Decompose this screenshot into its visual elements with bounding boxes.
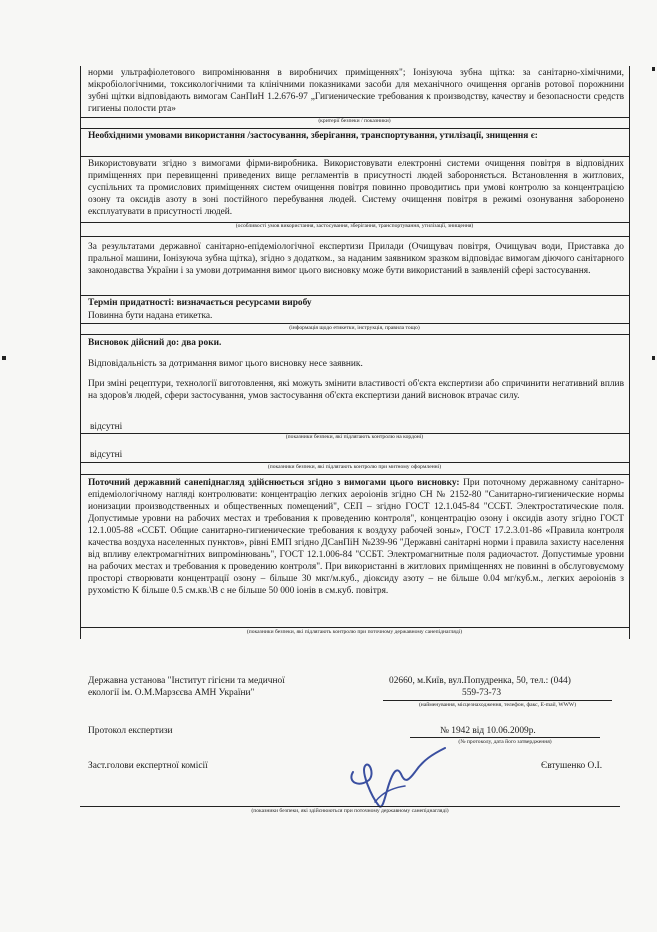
divider-8 [80,334,629,335]
address-line-1: 02660, м.Київ, вул.Попудренка, 50, тел.: (044) [389,676,571,686]
label-info-caption: (інформація щодо етикетки, інструкція, правила тощо) [289,325,420,331]
address-line-2: 559-73-73 [462,688,502,698]
usage-conditions-caption: (особливості умов використання, застосування, зберігання, транспортування, утилізації, знищення) [235,223,474,229]
safety-criteria-caption: (критерії безпеки / показники) [318,118,391,124]
deputy-name: Євтушенко О.І. [541,761,603,771]
signature-underline [80,806,620,807]
border-control-value: відсутні [90,422,123,432]
customs-control-caption: (показники безпеки, які підлягають контролю при митному оформленні) [267,464,442,470]
validity-heading: Висновок дійсний до: два роки. [88,338,222,348]
scan-mark-left [2,356,6,360]
protocol-label: Протокол експертизи [88,726,173,736]
frame-right-border [629,66,630,639]
deputy-label: Заст.голови експертної комісії [88,761,208,771]
divider-2 [80,128,629,129]
scan-mark-right-mid [652,356,655,360]
address-caption: (найменування, місцезнаходження, телефон, факс, E-mail, WWW) [418,702,577,708]
address-underline [383,700,612,701]
institution-line-1: Державна установа "Інститут гігієни та медичної [88,676,285,686]
divider-3 [80,156,629,157]
protocol-caption: (№ протоколу, дата його затвердження) [458,739,552,745]
supervision-body: При поточному державному санітарно-епідеміологічному нагляді контролювати: концентрацію легких аероіонів згідно СН № 2152-80 "Санитарно-гигиенические нормы ионизации производственных и общественных помещений", СЕП – згідно ГОСТ 12.1.045-84 "ССБТ. Электростатические поля. Допустимые уровни на рабочих местах и требования к проведению контроля", концентрацію озону і оксидів азоту згідно ГОСТ 12.1.005-88 «ССБТ. Общие санитарно-гигиенические требования к воздуху рабочей зоны», ГОСТ 17.2.3.01-86 «Правила контроля качества воздуха населенных пунктов», рівні ЕМП згідно ДСанПіН №239-96 "Державні санітарні норми і правила захисту населення від впливу електромагнітних випромінювань", ГОСТ 12.1.006-84 "ССБТ. Электромагнитные поля радиочастот. Допустимые уровни на рабочих местах и требования к проведению контроля". При використанні в житлових приміщеннях не повинні в обслуговуємому просторі створювати концентрації озону – більше 30 мкг/м.куб., діоксиду азоту – не більше 0.04 мг/куб.м., легких аероіонів з рухомістю K більше 0.5 см.кв.\B с не більше 50 000 іонів в см.куб. повітря. [88,478,625,596]
divider-10 [80,462,629,463]
protocol-value: № 1942 від 10.06.2009р. [440,726,536,736]
border-control-caption: (показники безпеки, які підлягають контролю на кордоні) [285,434,424,440]
usage-conditions-heading: Необхідними умовами використання /застосування, зберігання, транспортування, утилізації, знищення є: [88,131,538,141]
divider-7 [80,323,629,324]
divider-12 [80,627,629,628]
divider-11 [80,474,629,475]
supervision-caption: (показники безпеки, які підлягають контролю при поточному державному санепіднагляді) [246,629,463,635]
change-conditions-text: При зміні рецептури, технології виготовлення, які можуть змінити властивості об'єкта експертизи або спричинити негативний вплив на здоров'я людей, сфери застосування, умов застосування об'єкта експертизи даний висновок втрачає силу. [88,379,624,401]
supervision-text [88,477,624,597]
supervision-heading: Поточний державний санепіднагляд здійснюється згідно з вимогами цього висновку: [88,478,460,488]
frame-left-border [80,66,81,639]
handwritten-signature-icon [335,736,455,816]
customs-control-value: відсутні [90,450,123,460]
bottom-caption: (показники безпеки, які здійснюються при поточному державному санепіднагляді) [251,808,449,814]
label-info-text: Повинна бути надана етикетка. [88,311,213,321]
scan-mark-right-top [652,67,655,71]
divider-6 [80,295,629,296]
responsibility-text: Відповідальність за дотримання вимог цього висновку несе заявник. [88,359,363,369]
divider-5 [80,236,629,237]
institution-line-2: екології ім. О.М.Марзєєва АМН України" [88,688,255,698]
usage-conditions-text: Використовувати згідно з вимогами фірми-виробника. Використовувати електронні системи очищення повітря в відповідних приміщеннях при перевищенні приведених вище регламентів в присутності людей забороняється. Встановлення в житлових, суспільних та промислових приміщеннях систем очищення повітря повинно проводитись при умові контролю за концентрацією озону та оксидів азоту в зоні постійного перебування людей. Систему очищення повітря в режимі озонування заборонено експлуатувати в присутності людей. [88,159,624,217]
conclusion-text: За результатами державної санітарно-епідеміологічної експертизи Прилади (Очищувач повітря, Очищувач води, Приставка до пральної машини, Іонізуюча зубна щітка), згідно з додатком., за наданим заявником зразком відповідає вимогам діючого санітарного законодавства України і за умови дотримання вимог цього висновку може бути використаний в заявленій сфері застосування. [88,242,624,276]
shelf-life-heading: Термін придатності: визначається ресурсами виробу [88,298,312,308]
safety-criteria-text: норми ультрафіолетового випромінювання в виробничих приміщеннях"; Іонізуюча зубна щітка: за санітарно-хімічними, мікробіологічними, токсикологічними та клінічними показниками засоби для механічного очищення органів ротової порожнини зубні щітки відповідають вимогам СанПиН 1.2.676-97 „Гигиенические требования к производству, качеству и безопасности средств гигиены полости рта» [88,68,624,114]
